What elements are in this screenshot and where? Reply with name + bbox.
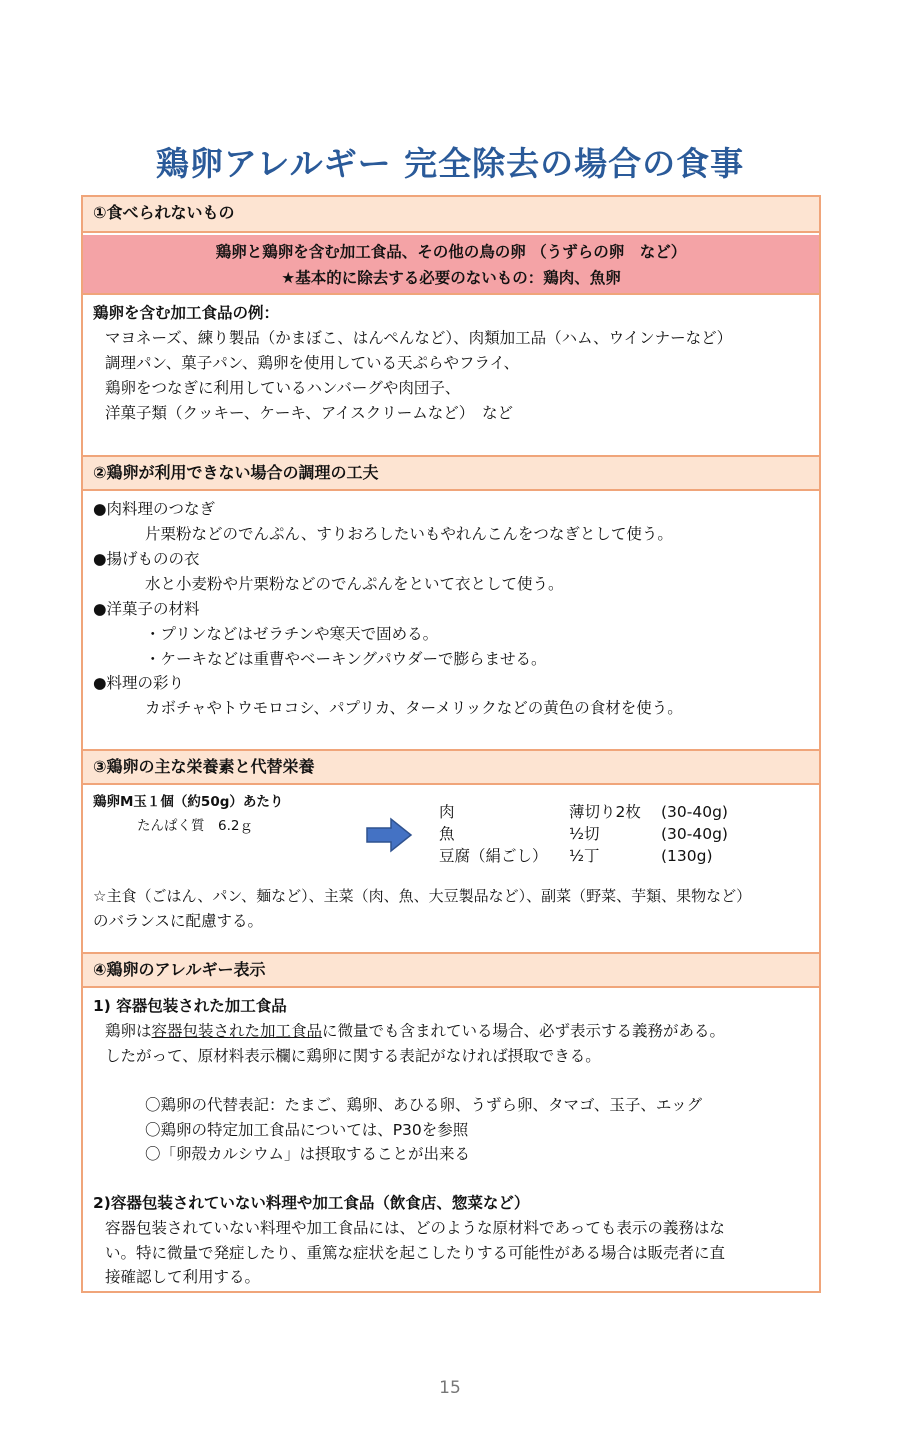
underlined-term: 容器包装された加工食品 <box>151 1022 323 1040</box>
tip-title: ●料理の彩り <box>93 674 185 692</box>
sub2-text: 容器包装されていない料理や加工食品には、どのような原材料であっても表示の義務はな <box>105 1219 725 1237</box>
sub2-text: 接確認して利用する。 <box>105 1268 261 1286</box>
pink-line-1: 鶏卵と鶏卵を含む加工食品、その他の鳥の卵 （うずらの卵 など） <box>215 243 687 261</box>
sub2-heading: 2)容器包装されていない料理や加工食品（飲食店、惣菜など） <box>93 1194 530 1212</box>
forbidden-foods-banner <box>83 235 819 295</box>
balance-note: ☆主食（ごはん、パン、麺など）、主菜（肉、魚、大豆製品など）、副菜（野菜、芋類、果物など） <box>93 887 752 905</box>
substitute-weight: (30-40g) <box>661 825 728 843</box>
sub1-heading: 1) 容器包装された加工食品 <box>93 997 287 1015</box>
substitute-amount: 薄切り2枚 <box>569 803 641 821</box>
section2-heading: ②鶏卵が利用できない場合の調理の工夫 <box>83 455 819 491</box>
sub1-text: 鶏卵は容器包装された加工食品に微量でも含まれている場合、必ず表示する義務がある。 <box>105 1022 726 1040</box>
egg-unit-label: 鶏卵M玉１個（約50g）あたり <box>93 794 284 810</box>
label-bullet: 〇鶏卵の代替表記：たまご、鶏卵、あひる卵、うずら卵、タマゴ、玉子、エッグ <box>145 1096 703 1114</box>
arrow-right-icon <box>365 817 413 853</box>
tip-text: カボチャやトウモロコシ、パプリカ、ターメリックなどの黄色の食材を使う。 <box>145 699 683 717</box>
label-bullet: 〇鶏卵の特定加工食品については、P30を参照 <box>145 1121 469 1139</box>
tip-title: ●洋菓子の材料 <box>93 600 200 618</box>
protein-value: たんぱく質 6.2ｇ <box>137 818 253 834</box>
page-title: 鶏卵アレルギー 完全除去の場合の食事 <box>155 144 745 183</box>
tip-text: ・ケーキなどは重曹やベーキングパウダーで膨らませる。 <box>145 650 547 668</box>
tip-text: 片栗粉などのでんぷん、すりおろしたいもやれんこんをつなぎとして使う。 <box>145 525 673 543</box>
example-line: 洋菓子類（クッキー、ケーキ、アイスクリームなど） など <box>105 404 513 422</box>
tip-text: 水と小麦粉や片栗粉などのでんぷんをといて衣として使う。 <box>145 575 564 593</box>
tip-title: ●肉料理のつなぎ <box>93 500 216 518</box>
example-line: マヨネーズ、練り製品（かまぼこ、はんぺんなど）、肉類加工品（ハム、ウインナーなど） <box>105 329 733 347</box>
substitute-weight: (30-40g) <box>661 803 728 821</box>
substitute-amount: ½丁 <box>569 847 600 865</box>
example-line: 鶏卵をつなぎに利用しているハンバーグや肉団子、 <box>105 379 461 397</box>
examples-heading: 鶏卵を含む加工食品の例： <box>93 304 280 322</box>
label-bullet: 〇「卵殻カルシウム」は摂取することが出来る <box>145 1145 470 1163</box>
tip-title: ●揚げものの衣 <box>93 550 200 568</box>
tip-text: ・プリンなどはゼラチンや寒天で固める。 <box>145 625 439 643</box>
page-number: 15 <box>439 1378 461 1398</box>
content-box <box>81 195 821 1293</box>
balance-note: のバランスに配慮する。 <box>93 912 264 930</box>
substitute-food: 魚 <box>439 825 455 843</box>
section4-heading: ④鶏卵のアレルギー表示 <box>83 952 819 988</box>
substitute-amount: ½切 <box>569 825 600 843</box>
pink-line-2: ★基本的に除去する必要のないもの：鶏肉、魚卵 <box>281 269 621 287</box>
substitute-food: 肉 <box>439 803 455 821</box>
sub1-text: したがって、原材料表示欄に鶏卵に関する表記がなければ摂取できる。 <box>105 1047 601 1065</box>
section3-heading: ③鶏卵の主な栄養素と代替栄養 <box>83 749 819 785</box>
example-line: 調理パン、菓子パン、鶏卵を使用している天ぷらやフライ、 <box>105 354 520 372</box>
section1-heading: ①食べられないもの <box>83 197 819 233</box>
sub2-text: い。特に微量で発症したり、重篤な症状を起こしたりする可能性がある場合は販売者に直 <box>105 1244 726 1262</box>
substitute-food: 豆腐（絹ごし） <box>439 847 548 865</box>
substitute-weight: (130g) <box>661 847 713 865</box>
